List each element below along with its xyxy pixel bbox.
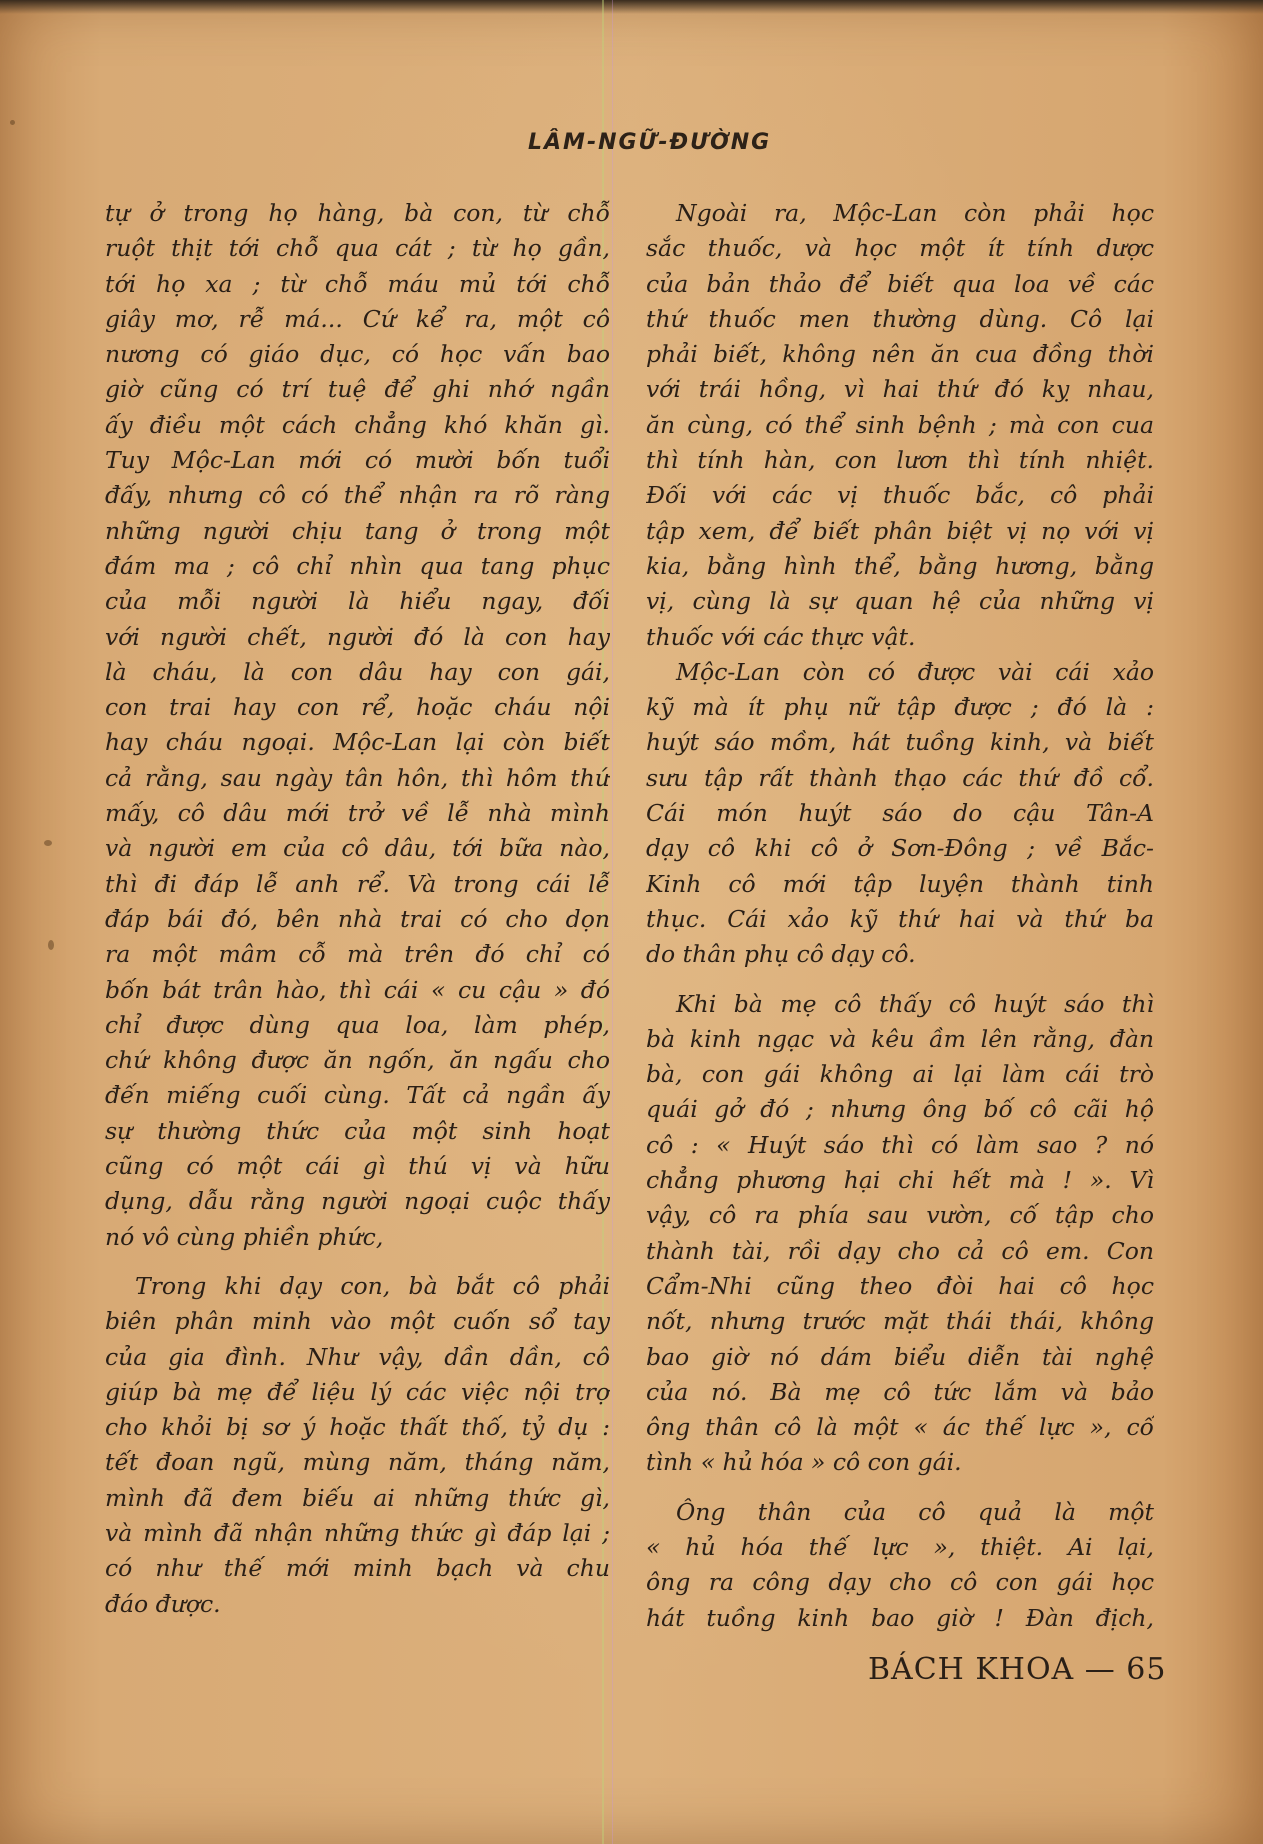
text-line: Tuy Mộc-Lan mới có mười bốn tuổi <box>105 446 610 475</box>
text-line: phải biết, không nên ăn cua đồng thời <box>646 340 1154 369</box>
text-line: bao giờ nó dám biểu diễn tài nghệ <box>646 1342 1154 1371</box>
text-line: kỹ mà ít phụ nữ tập được ; đó là : <box>646 693 1154 722</box>
text-line: sự thường thức của một sinh hoạt <box>105 1116 610 1145</box>
text-line: biên phân minh vào một cuốn sổ tay <box>105 1307 610 1336</box>
text-line: là cháu, là con dâu hay con gái, <box>105 657 610 686</box>
text-line: thục. Cái xảo kỹ thứ hai và thứ ba <box>646 904 1154 933</box>
text-line: sưu tập rất thành thạo các thứ đồ cổ. <box>646 763 1154 792</box>
text-line: thứ thuốc men thường dùng. Cô lại <box>646 304 1154 333</box>
text-line: Mộc-Lan còn có được vài cái xảo <box>676 657 1154 686</box>
text-line: Đối với các vị thuốc bắc, cô phải <box>646 481 1154 510</box>
paragraph-gap <box>105 1255 610 1269</box>
page-top-edge <box>0 0 1263 14</box>
text-line: sắc thuốc, và học một ít tính dược <box>646 234 1154 263</box>
text-line: kia, bằng hình thể, bằng hương, bằng <box>646 551 1154 580</box>
ink-spot <box>48 940 54 950</box>
text-line: của mỗi người là hiểu ngay, đối <box>105 587 610 616</box>
text-line: ăn cùng, có thể sinh bệnh ; mà con cua <box>646 410 1154 439</box>
text-line: đáo được. <box>105 1589 221 1618</box>
text-line: cả rằng, sau ngày tân hôn, thì hôm thứ <box>105 763 610 792</box>
text-line: của gia đình. Như vậy, dần dần, cô <box>105 1342 610 1371</box>
text-line: cũng có một cái gì thú vị và hữu <box>105 1152 610 1181</box>
text-line: chứ không được ăn ngốn, ăn ngấu cho <box>105 1046 610 1075</box>
text-line: hát tuồng kinh bao giờ ! Đàn địch, <box>646 1603 1154 1632</box>
paragraph-gap <box>646 1481 1154 1495</box>
text-line: chẳng phương hại chi hết mà ! ». Vì <box>646 1166 1154 1195</box>
text-line: bốn bát trân hào, thì cái « cu cậu » đó <box>105 975 610 1004</box>
text-line: huýt sáo mồm, hát tuồng kinh, và biết <box>646 728 1154 757</box>
text-line: tình « hủ hóa » cô con gái. <box>646 1448 962 1477</box>
text-line: giây mơ, rễ má... Cứ kể ra, một cô <box>105 304 610 333</box>
text-line: nương có giáo dục, có học vấn bao <box>105 340 610 369</box>
text-line: nó vô cùng phiền phức, <box>105 1222 384 1251</box>
text-line: thành tài, rồi dạy cho cả cô em. Con <box>646 1236 1154 1265</box>
text-line: thì đi đáp lễ anh rể. Và trong cái lễ <box>105 869 610 898</box>
text-line: và người em của cô dâu, tới bữa nào, <box>105 834 610 863</box>
text-line: tới họ xa ; từ chỗ máu mủ tới chỗ <box>105 269 610 298</box>
text-line: mấy, cô dâu mới trở về lễ nhà mình <box>105 799 610 828</box>
text-line: dụng, dẫu rằng người ngoại cuộc thấy <box>105 1187 610 1216</box>
text-line: ông thân cô là một « ác thế lực », cố <box>646 1413 1154 1442</box>
text-line: dạy cô khi cô ở Sơn-Đông ; về Bắc- <box>646 834 1154 863</box>
text-line: bà, con gái không ai lại làm cái trò <box>646 1060 1154 1089</box>
text-line: đám ma ; cô chỉ nhìn qua tang phục <box>105 551 610 580</box>
text-line: Ngoài ra, Mộc-Lan còn phải học <box>676 199 1154 227</box>
text-line: tết đoan ngũ, mùng năm, tháng năm, <box>105 1448 610 1477</box>
text-line: Khi bà mẹ cô thấy cô huýt sáo thì <box>676 989 1154 1018</box>
text-line: nốt, nhưng trước mặt thái thái, không <box>646 1307 1154 1336</box>
text-line: và mình đã nhận những thức gì đáp lại ; <box>105 1518 610 1547</box>
text-line: « hủ hóa thế lực », thiệt. Ai lại, <box>646 1532 1154 1561</box>
text-line: thì tính hàn, con lươn thì tính nhiệt. <box>646 446 1154 475</box>
text-line: ấy điều một cách chẳng khó khăn gì. <box>105 410 610 439</box>
text-line: cho khỏi bị sơ ý hoặc thất thố, tỷ dụ : <box>105 1413 610 1442</box>
text-line: Cẩm-Nhi cũng theo đòi hai cô học <box>646 1271 1154 1300</box>
text-line: những người chịu tang ở trong một <box>105 516 610 545</box>
paragraph-gap <box>646 973 1154 987</box>
text-line: cô : « Huýt sáo thì có làm sao ? nó <box>646 1130 1154 1159</box>
right-column <box>646 196 1154 1636</box>
running-title: LÂM-NGỮ-ĐƯỜNG <box>528 130 772 155</box>
text-line: có như thế mới minh bạch và chu <box>105 1554 610 1583</box>
text-line: Cái món huýt sáo do cậu Tân-A <box>646 799 1154 828</box>
text-line: ruột thịt tới chỗ qua cát ; từ họ gần, <box>105 234 610 263</box>
left-column <box>105 196 610 1622</box>
text-line: Ông thân của cô quả là một <box>676 1497 1154 1526</box>
text-line: đấy, nhưng cô có thể nhận ra rõ ràng <box>105 481 610 510</box>
text-line: con trai hay con rể, hoặc cháu nội <box>105 693 610 722</box>
text-line: mình đã đem biếu ai những thức gì, <box>105 1483 610 1512</box>
text-line: thuốc với các thực vật. <box>646 622 916 651</box>
text-line: đến miếng cuối cùng. Tất cả ngần ấy <box>105 1081 610 1110</box>
text-line: đáp bái đó, bên nhà trai có cho dọn <box>105 904 610 933</box>
text-line: do thân phụ cô dạy cô. <box>646 940 916 969</box>
text-line: bà kinh ngạc và kêu ầm lên rằng, đàn <box>646 1024 1154 1053</box>
text-line: vậy, cô ra phía sau vườn, cố tập cho <box>646 1201 1154 1230</box>
text-line: với trái hồng, vì hai thứ đó kỵ nhau, <box>646 375 1154 404</box>
text-line: của bản thảo để biết qua loa về các <box>646 269 1154 298</box>
text-line: vị, cùng là sự quan hệ của những vị <box>646 587 1154 616</box>
ink-spot <box>10 120 15 125</box>
text-line: quái gở đó ; nhưng ông bố cô cãi hộ <box>646 1095 1154 1124</box>
text-line: giúp bà mẹ để liệu lý các việc nội trợ <box>105 1377 610 1406</box>
text-line: tự ở trong họ hàng, bà con, từ chỗ <box>105 199 610 227</box>
text-line: ra một mâm cỗ mà trên đó chỉ có <box>105 940 610 969</box>
text-line: tập xem, để biết phân biệt vị nọ với vị <box>646 516 1154 545</box>
text-line: giờ cũng có trí tuệ để ghi nhớ ngần <box>105 375 610 404</box>
text-line: Trong khi dạy con, bà bắt cô phải <box>135 1271 610 1300</box>
text-line: ông ra công dạy cho cô con gái học <box>646 1568 1154 1597</box>
ink-spot <box>44 840 52 846</box>
fold-line-secondary <box>612 0 613 1844</box>
text-line: chỉ được dùng qua loa, làm phép, <box>105 1010 610 1039</box>
text-line: của nó. Bà mẹ cô tức lắm và bảo <box>646 1377 1154 1406</box>
text-line: hay cháu ngoại. Mộc-Lan lại còn biết <box>105 728 610 757</box>
page-footer: BÁCH KHOA — 65 <box>868 1652 1167 1687</box>
text-line: với người chết, người đó là con hay <box>105 622 610 651</box>
text-line: Kinh cô mới tập luyện thành tinh <box>646 869 1154 898</box>
